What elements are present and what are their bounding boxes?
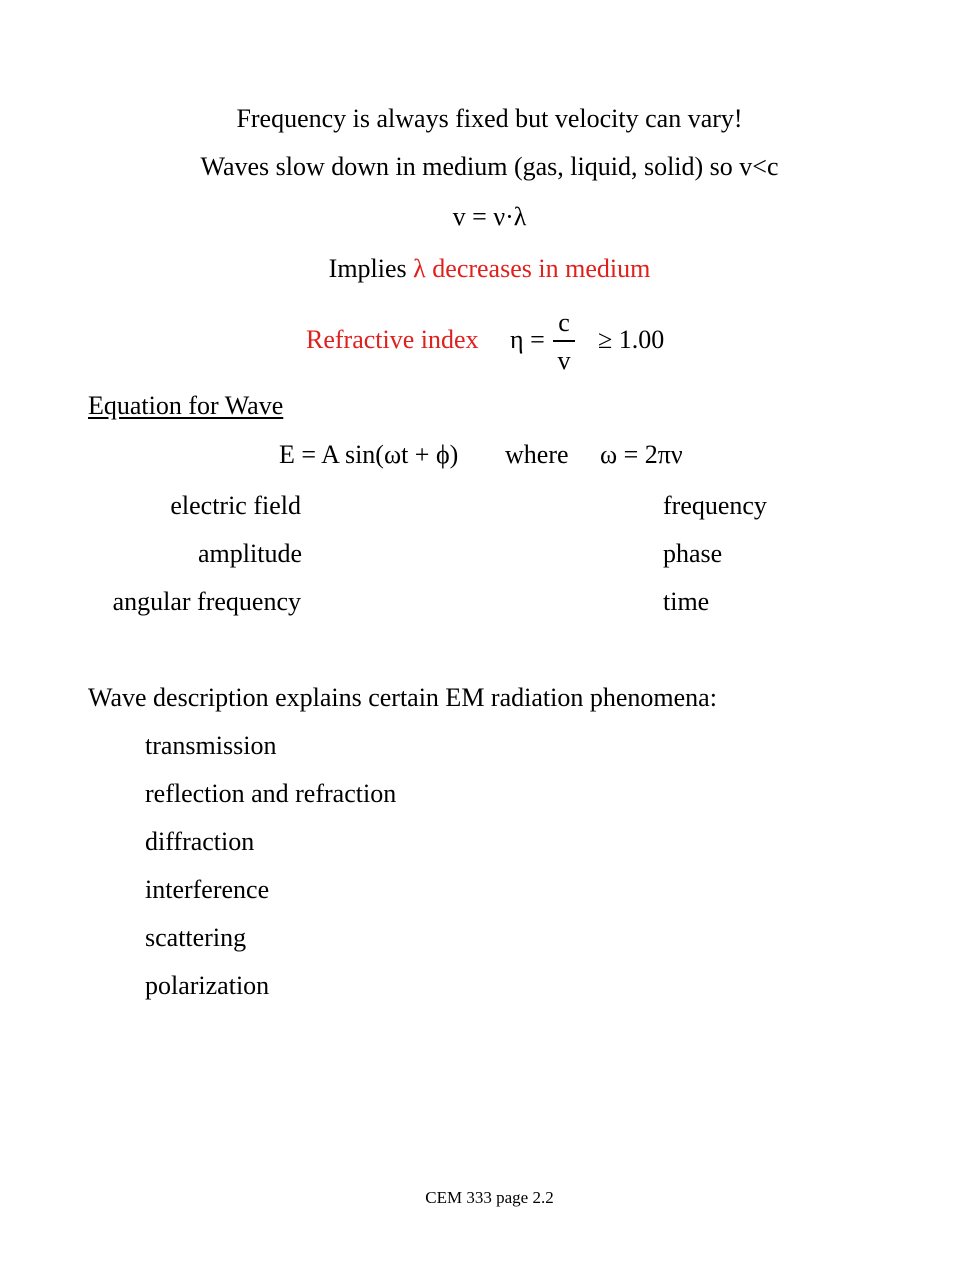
list-item: scattering [145,923,247,952]
term-label: frequency [663,491,767,520]
refractive-index-label: Refractive index [306,325,479,354]
implies-highlight: λ decreases in medium [413,254,651,283]
fraction-bar [553,340,575,342]
wave-equation-where: where [505,440,569,469]
page-footer: CEM 333 page 2.2 [425,1188,554,1207]
velocity-relation: v = ν·λ [452,202,527,231]
list-item: reflection and refraction [145,779,397,808]
term-label: electric field [170,491,301,520]
intro-line-2: Waves slow down in medium (gas, liquid, solid) so v<c [200,152,779,181]
term-label: time [663,587,710,616]
term-label: phase [663,539,723,568]
intro-line-1: Frequency is always fixed but velocity can vary! [236,104,743,133]
term-label: amplitude [198,539,302,568]
omega-definition: ω = 2πν [600,440,683,469]
section-heading-wave-equation: Equation for Wave [88,391,284,420]
implies-prefix: Implies [328,254,414,283]
list-item: polarization [145,971,270,1000]
list-item: interference [145,875,270,904]
refractive-index-bound: ≥ 1.00 [598,325,665,354]
fraction-numerator: c [558,308,570,337]
list-item: diffraction [145,827,255,856]
fraction-denominator: v [557,346,571,375]
list-item: transmission [145,731,277,760]
phenomena-intro: Wave description explains certain EM radiation phenomena: [88,683,717,712]
implies-line [0,254,979,284]
wave-equation-formula: E = A sin(ωt + ϕ) [279,440,459,469]
refractive-index-symbol: η = [510,325,545,354]
term-label: angular frequency [112,587,301,616]
